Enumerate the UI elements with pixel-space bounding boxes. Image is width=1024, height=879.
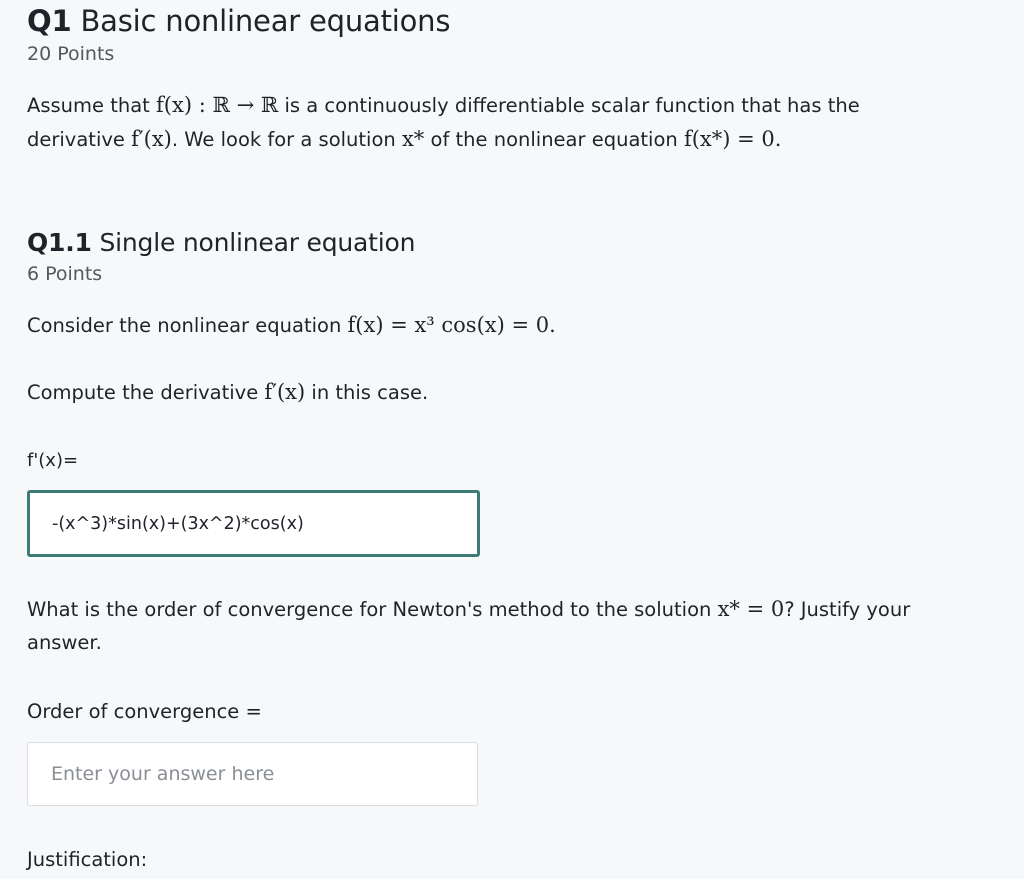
intro-math-function: f(x) : ℝ → ℝ — [156, 93, 279, 117]
derivative-answer-input[interactable] — [30, 493, 477, 554]
compute-paragraph — [27, 375, 428, 410]
question-title — [27, 4, 450, 38]
derivative-label: f'(x)= — [27, 450, 79, 471]
order-question-text: ? Justify your — [784, 598, 911, 621]
consider-paragraph — [27, 308, 556, 343]
order-question-text: What is the order of convergence for Newton's method to the solution — [27, 598, 718, 621]
intro-text: . We look for a solution — [171, 128, 402, 151]
compute-text: in this case. — [305, 381, 429, 404]
consider-text: Consider the nonlinear equation — [27, 314, 348, 337]
compute-math-derivative: f′(x) — [264, 380, 306, 404]
intro-text: of the nonlinear equation — [424, 128, 684, 151]
intro-math-solution: x* — [401, 127, 425, 151]
subquestion-title — [27, 228, 415, 257]
intro-math-equation: f(x*) = 0. — [683, 127, 782, 151]
intro-text: is a continuously differentiable scalar function that has the — [278, 94, 860, 117]
order-answer-box — [27, 742, 478, 806]
consider-math-equation: f(x) = x³ cos(x) = 0. — [347, 313, 556, 337]
question-number: Q1 — [27, 4, 72, 38]
intro-math-derivative: f′(x) — [131, 127, 172, 151]
order-question-line2: answer. — [27, 631, 102, 654]
subquestion-number: Q1.1 — [27, 228, 92, 257]
subquestion-points: 6 Points — [27, 263, 103, 285]
justification-label: Justification: — [27, 848, 148, 871]
question-points: 20 Points — [27, 43, 115, 65]
order-question-line1 — [27, 592, 910, 627]
order-label: Order of convergence = — [27, 700, 262, 723]
order-question-math: x* = 0 — [717, 597, 785, 621]
question-title-text: Basic nonlinear equations — [80, 4, 451, 38]
order-answer-input[interactable] — [28, 743, 477, 805]
intro-text: Assume that — [27, 94, 157, 117]
derivative-answer-box — [27, 490, 480, 557]
compute-text: Compute the derivative — [27, 381, 265, 404]
subquestion-title-text: Single nonlinear equation — [99, 228, 416, 257]
intro-paragraph-line1 — [27, 88, 860, 123]
intro-text: derivative — [27, 128, 132, 151]
intro-paragraph-line2 — [27, 122, 781, 157]
